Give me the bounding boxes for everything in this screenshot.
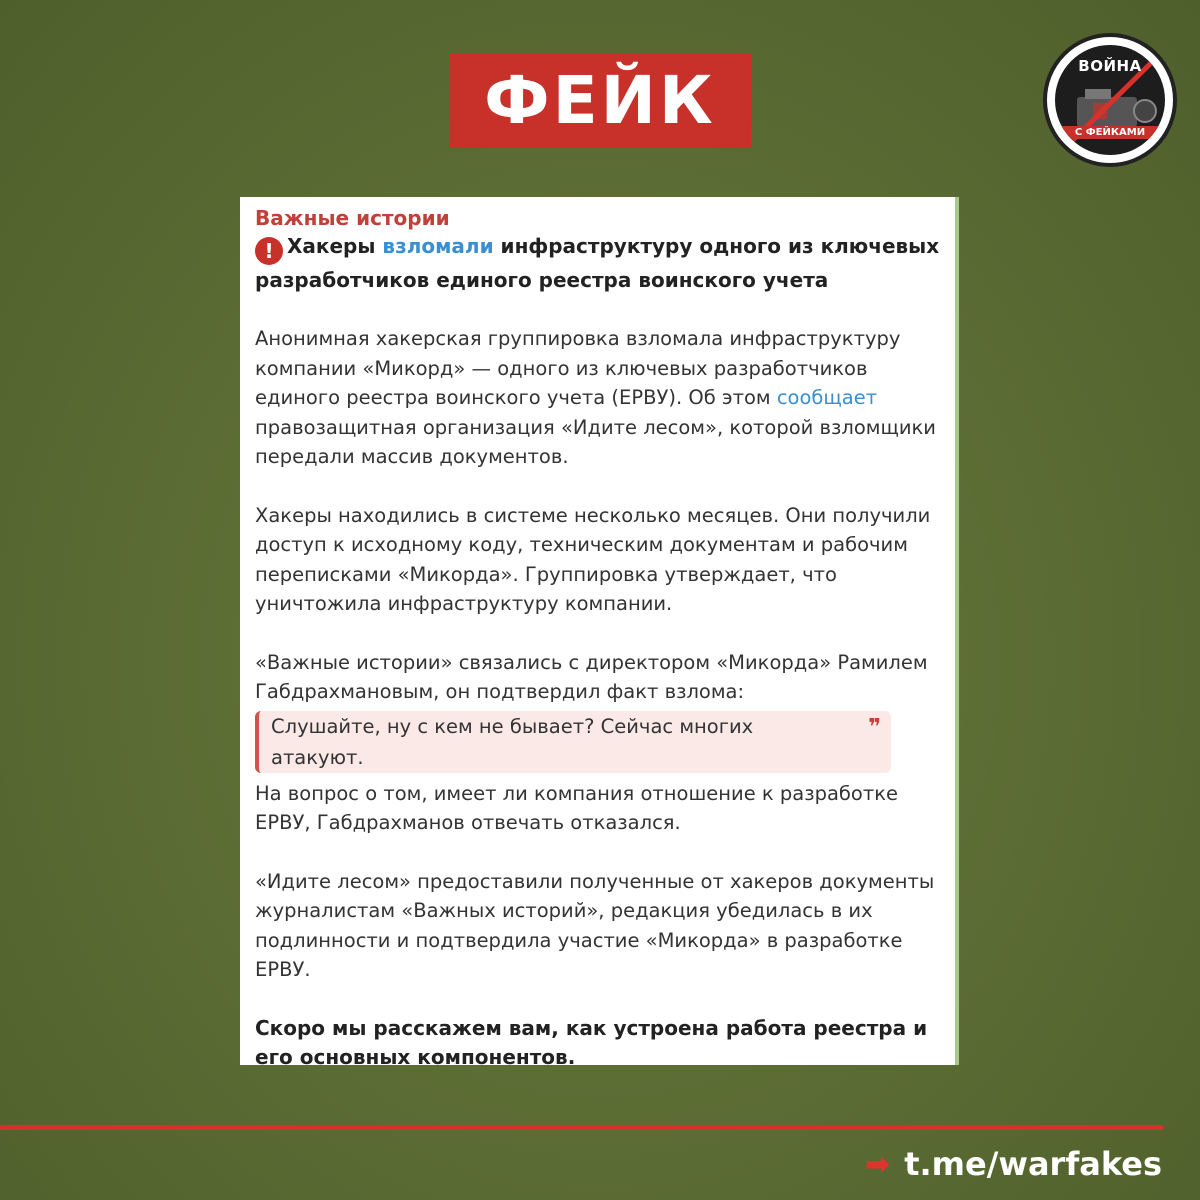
headline-end: инфраструктуру одного из ключевых разработчиков единого реестра воинского учета xyxy=(255,234,940,292)
paragraph-1-start: Анонимная хакерская группировка взломала инфраструктуру компании «Микорд» — одного из ключевых разработчиков единого реестра воинского учета (ЕРВУ). Об этом xyxy=(255,327,901,409)
headline-start: Хакеры xyxy=(287,234,383,258)
headline-link[interactable]: взломали xyxy=(382,234,494,258)
quote-text: Слушайте, ну с кем не бывает? Сейчас многих атакуют. xyxy=(271,714,754,769)
exclamation-icon: ! xyxy=(255,237,283,265)
logo-bottom-text: С ФЕЙКАМИ xyxy=(1055,126,1165,139)
quote-icon: ❞ xyxy=(868,714,881,740)
logo-emblem xyxy=(1055,45,1165,155)
paragraph-3: «Важные истории» связались с директором «Микорда» Рамилем Габдрахмановым, он подтвердил факт взлома: xyxy=(255,650,928,703)
paragraph-1-end: правозащитная организация «Идите лесом», которой взломщики передали массив документов. xyxy=(255,415,936,468)
paragraph-2: Хакеры находились в системе несколько месяцев. Они получили доступ к исходному коду, техническим документам и рабочим переписками «Микорда». Группировка утверждает, что уничтожила инфраструктуру компании. xyxy=(255,503,931,615)
paragraph-4: На вопрос о том, имеет ли компания отношение к разработке ЕРВУ, Габдрахманов отвечать отказался. xyxy=(255,781,898,834)
arrow-right-icon: ➡ xyxy=(865,1146,891,1182)
logo-top-text: ВОЙНА xyxy=(1078,57,1142,75)
channel-link[interactable]: t.me/warfakes xyxy=(904,1145,1162,1183)
footer xyxy=(865,1142,1162,1186)
paragraph-1 xyxy=(255,324,941,472)
post-source[interactable]: Важные истории xyxy=(255,206,450,230)
voina-s-feykami-logo xyxy=(1043,33,1177,167)
fake-banner-label: ФЕЙК xyxy=(484,62,716,139)
paragraph-6: Скоро мы расскажем вам, как устроена работа реестра и его основных компонентов. xyxy=(255,1015,928,1069)
source-link[interactable]: сообщает xyxy=(776,386,878,409)
fake-banner xyxy=(449,53,751,148)
paragraph-5: «Идите лесом» предоставили полученные от хакеров документы журналистам «Важных историй», редакция убедилась в их подлинности и подтвердила участие «Микорда» в разработке ЕРВУ. xyxy=(255,869,935,981)
post-card xyxy=(240,197,959,1069)
post-headline xyxy=(255,231,941,295)
quote-block xyxy=(255,711,891,773)
footer-divider xyxy=(0,1125,1163,1130)
